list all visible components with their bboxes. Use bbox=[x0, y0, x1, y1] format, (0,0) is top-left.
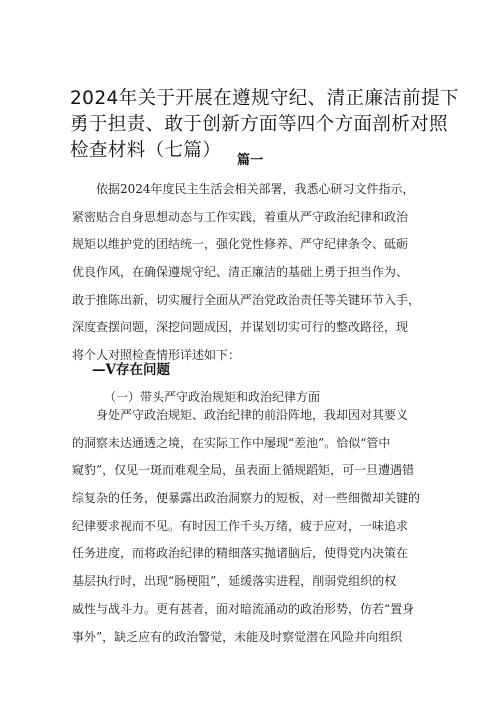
paragraph-line: 紧密贴合自身思想动态与工作实践，着重从严守政治纪律和政治 bbox=[72, 209, 409, 224]
paragraph-line: 纪律要求视而不见。有时因工作千头万绪，疲于应对，一味追求 bbox=[72, 518, 409, 533]
heading-level-1: —V存在问题 bbox=[92, 362, 170, 378]
paragraph-line: 敢于推陈出新，切实履行全面从严治党政治责任等关键环节入手， bbox=[72, 292, 421, 307]
paragraph-line: 优良作风，在确保遵规守纪、清正廉洁的基础上勇于担当作为、 bbox=[72, 265, 409, 280]
paragraph-line: 威性与战斗力。更有甚者，面对暗流涌动的政治形势，仿若“置身 bbox=[72, 601, 415, 616]
title-line: 2024年关于开展在遵规守纪、清正廉洁前提下 bbox=[70, 88, 459, 109]
paragraph-line: 依据2024年度民主生活会相关部署，我悉心研习文件指示， bbox=[96, 182, 415, 196]
body-paragraph bbox=[72, 402, 434, 651]
paragraph-line: 综复杂的任务，便暴露出政治洞察力的短板，对一些细微却关键的 bbox=[72, 491, 421, 506]
paragraph-line: 基层执行时，出现“肠梗阻”，延缓落实进程，削弱党组织的权 bbox=[72, 574, 397, 589]
paragraph-line: 的洞察未达通透之境，在实际工作中屡现“差池”。恰似“管中 bbox=[72, 435, 391, 450]
paragraph-line: 将个人对照检查情形详述如下： bbox=[72, 348, 241, 363]
paragraph-line: 深度查摆问题，深挖问题成因，并谋划切实可行的整改路径，现 bbox=[72, 320, 409, 335]
heading-level-2: （一）带头严守政治规矩和政治纪律方面 bbox=[104, 390, 321, 404]
paragraph-line: 任务进度，而将政治纪律的精细落实抛诸脑后，使得党内决策在 bbox=[72, 546, 409, 561]
section-heading: 篇一 bbox=[236, 153, 263, 168]
intro-paragraph bbox=[72, 176, 434, 370]
paragraph-line: 窥豹”，仅见一斑而难观全局，虽表面上循规蹈矩，可一旦遭遇错 bbox=[72, 463, 415, 478]
title-line: 检查材料（七篇） bbox=[70, 140, 222, 161]
title-line: 勇于担责、敢于创新方面等四个方面剖析对照 bbox=[70, 114, 449, 135]
paragraph-line: 身处严守政治规矩、政治纪律的前沿阵地，我却因对其要义 bbox=[96, 408, 409, 422]
paragraph-line: 事外”，缺乏应有的政治警觉，未能及时察觉潜在风险并向组织 bbox=[72, 629, 403, 644]
paragraph-line: 规矩以维护党的团结统一，强化党性修养、严守纪律条令、砥砺 bbox=[72, 237, 409, 252]
